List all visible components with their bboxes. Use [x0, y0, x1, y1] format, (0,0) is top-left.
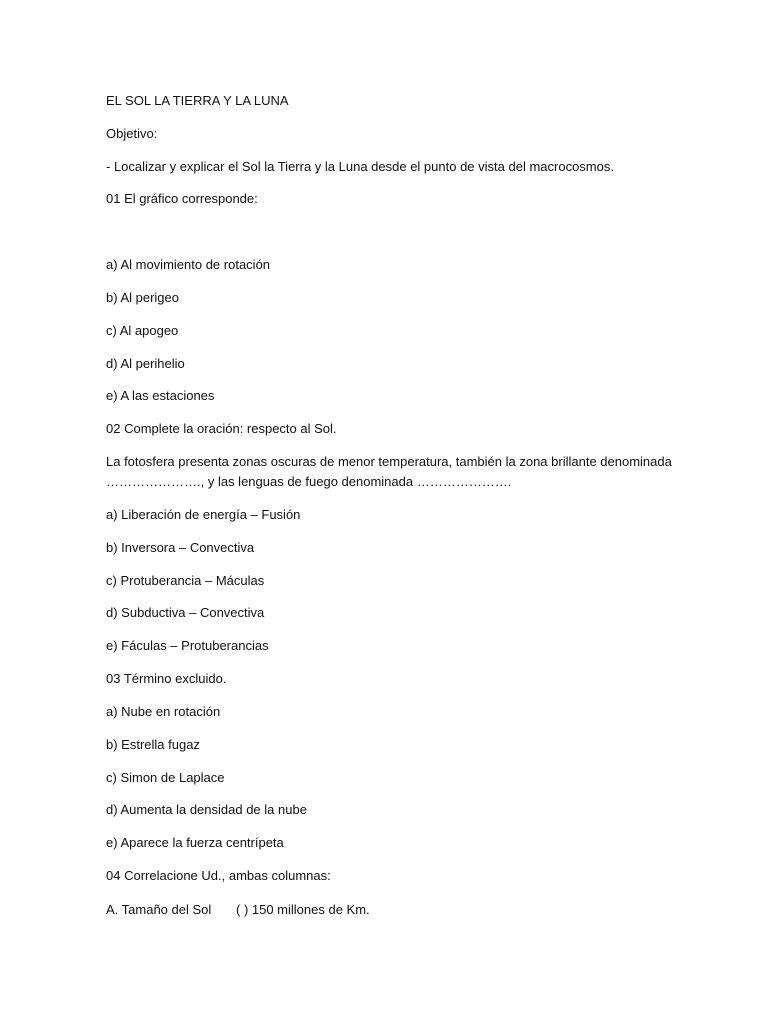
objective-label: Objetivo:	[106, 126, 158, 141]
question-1-option-c: c) Al apogeo	[106, 323, 179, 338]
question-3-prompt: 03 Término excluido.	[106, 671, 227, 686]
question-4-prompt: 04 Correlacione Ud., ambas columnas:	[106, 868, 331, 883]
question-2-option-d: d) Subductiva – Convectiva	[106, 605, 265, 620]
question-2-option-c: c) Protuberancia – Máculas	[106, 573, 265, 588]
question-1-option-d: d) Al perihelio	[106, 356, 185, 371]
question-2-text	[106, 452, 676, 492]
question-3-option-b: b) Estrella fugaz	[106, 737, 200, 752]
question-4-right-item: ( ) 150 millones de Km.	[236, 902, 370, 917]
objective-text: - Localizar y explicar el Sol la Tierra y la Luna desde el punto de vista del macrocosmos.	[106, 159, 614, 174]
question-1-prompt: 01 El gráfico corresponde:	[106, 191, 258, 206]
question-1-option-a: a) Al movimiento de rotación	[106, 257, 271, 272]
question-3-option-e: e) Aparece la fuerza centrípeta	[106, 835, 284, 850]
question-2-text-line-2: …………………., y las lenguas de fuego denominada ………………….	[106, 474, 512, 489]
question-1-option-e: e) A las estaciones	[106, 388, 215, 403]
question-2-option-b: b) Inversora – Convectiva	[106, 540, 255, 555]
question-3-option-d: d) Aumenta la densidad de la nube	[106, 802, 307, 817]
question-3-option-c: c) Simon de Laplace	[106, 770, 225, 785]
question-1-option-b: b) Al perigeo	[106, 290, 179, 305]
question-4-match-row	[106, 901, 370, 919]
question-2-option-a: a) Liberación de energía – Fusión	[106, 507, 301, 522]
question-4-left-item: A. Tamaño del Sol	[106, 902, 212, 917]
question-2-option-e: e) Fáculas – Protuberancias	[106, 638, 269, 653]
question-2-text-line-1: La fotosfera presenta zonas oscuras de menor temperatura, también la zona brillante denominada	[106, 454, 672, 469]
document-title: EL SOL LA TIERRA Y LA LUNA	[106, 93, 289, 108]
question-2-prompt: 02 Complete la oración: respecto al Sol.	[106, 421, 337, 436]
question-3-option-a: a) Nube en rotación	[106, 704, 221, 719]
